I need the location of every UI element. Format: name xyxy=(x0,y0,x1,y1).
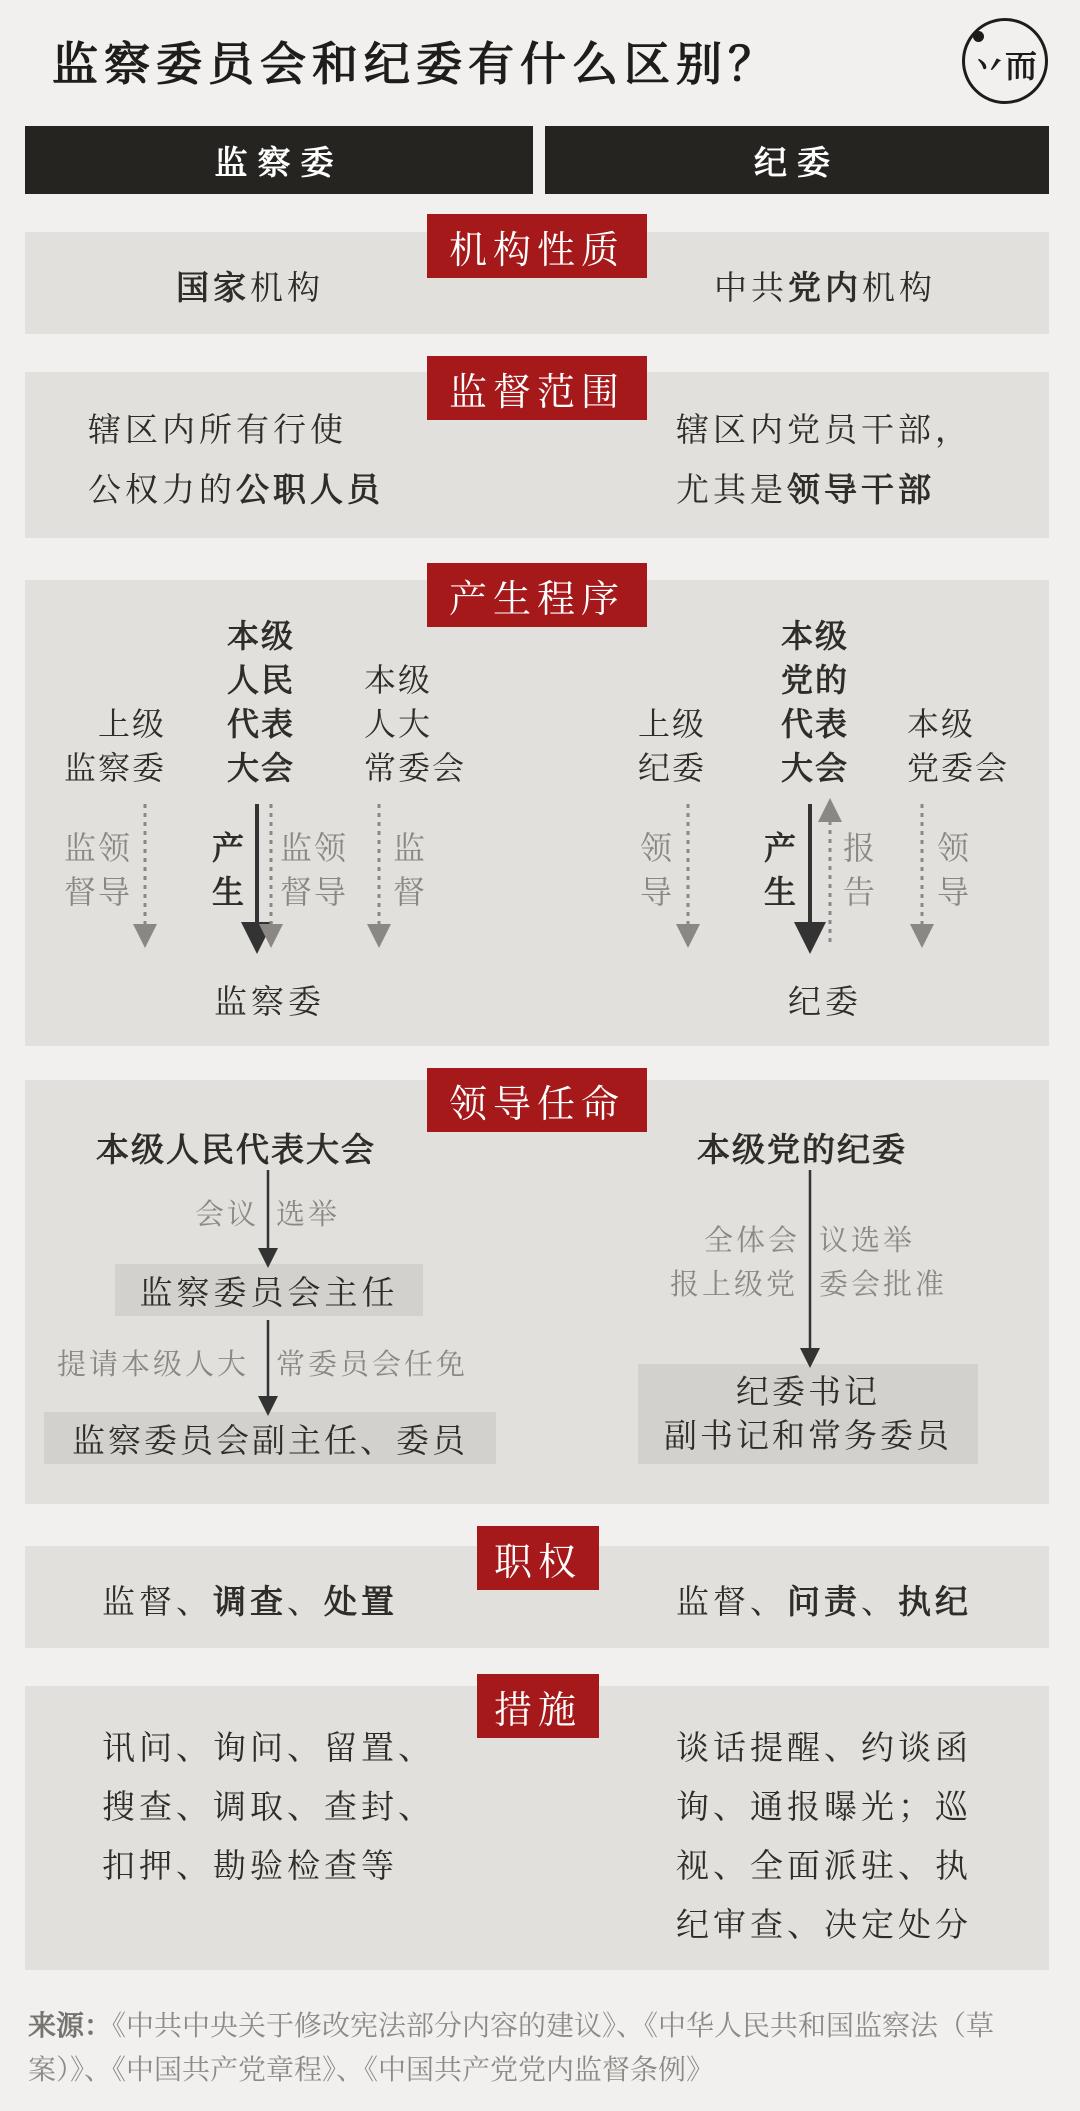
proc-right-result: 纪委 xyxy=(788,982,862,1021)
appoint-right-top: 本级党的纪委 xyxy=(697,1130,907,1169)
measures-left xyxy=(102,1718,435,1895)
powers-right-3: 执纪 xyxy=(898,1582,972,1621)
page-title: 监察委员会和纪委有什么区别？ xyxy=(52,37,780,91)
proc-left-npc-3: 常委会 xyxy=(364,749,467,787)
powers-left-sep1: 、 xyxy=(176,1582,213,1621)
appoint-left-propose-2: 常委员会任免 xyxy=(276,1347,469,1381)
proc-left-upper-1: 上级 xyxy=(97,705,166,743)
proc-right-congress-4: 大会 xyxy=(781,749,850,787)
tag-appoint: 领导任命 xyxy=(427,1068,647,1132)
nature-right-bold: 党内 xyxy=(788,268,862,307)
appoint-arrows xyxy=(0,1100,1080,1480)
proc-right-congress-2: 党的 xyxy=(781,661,850,699)
appoint-left-elect-1: 会议 xyxy=(195,1197,260,1231)
measures-right-3: 视、全面派驻、执 xyxy=(676,1846,972,1885)
proc-right-upper-1: 上级 xyxy=(638,705,707,743)
appoint-left-mid-box: 监察委员会主任 xyxy=(115,1264,423,1316)
powers-right-sep1: 、 xyxy=(750,1582,787,1621)
proc-left-congress-1: 本级 xyxy=(227,617,296,655)
scope-left-bold: 公职人员 xyxy=(236,470,384,509)
proc-left-congress-2: 人民 xyxy=(227,661,296,699)
proc-right-produce-1: 产 xyxy=(764,829,799,867)
proc-right-report-1: 报 xyxy=(843,829,878,867)
powers-right xyxy=(676,1576,972,1623)
proc-left-b2: 督导 xyxy=(280,873,349,911)
powers-left-sep2: 、 xyxy=(287,1582,324,1621)
measures-left-1: 讯问、询问、留置、 xyxy=(102,1728,435,1767)
proc-right-produce-2: 生 xyxy=(764,873,799,911)
source-note xyxy=(28,2004,1058,2092)
scope-right-pre: 尤其是 xyxy=(676,470,787,509)
proc-left-c1: 监 xyxy=(393,829,428,867)
appoint-left-propose-1: 提请本级人大 xyxy=(57,1347,250,1381)
appoint-left-bottom-box: 监察委员会副主任、委员 xyxy=(44,1412,496,1464)
proc-left-npc-2: 人大 xyxy=(364,705,433,743)
proc-right-a1: 领 xyxy=(640,829,675,867)
measures-left-3: 扣押、勘验检查等 xyxy=(102,1846,398,1885)
powers-left-1: 监督 xyxy=(102,1582,176,1621)
appoint-left-top: 本级人民代表大会 xyxy=(96,1130,376,1169)
appoint-right-bottom-2: 副书记和常务委员 xyxy=(664,1416,952,1455)
appoint-right-bottom-1: 纪委书记 xyxy=(736,1372,880,1411)
measures-right-4: 纪审查、决定处分 xyxy=(676,1905,972,1944)
proc-left-produce-2: 生 xyxy=(212,873,247,911)
measures-right xyxy=(676,1718,972,1954)
proc-right-pc-2: 党委会 xyxy=(907,749,1010,787)
proc-left-c2: 督 xyxy=(393,873,428,911)
tag-powers: 职权 xyxy=(477,1526,599,1590)
proc-right-c1: 领 xyxy=(937,829,972,867)
scope-right-bold: 领导干部 xyxy=(787,470,935,509)
proc-right-c2: 导 xyxy=(937,873,972,911)
scope-left-line1: 辖区内所有行使 xyxy=(88,410,347,449)
powers-left-3: 处置 xyxy=(324,1582,398,1621)
nature-right-rest: 机构 xyxy=(862,268,936,307)
source-label: 来源： xyxy=(28,2009,113,2042)
proc-right-pc-1: 本级 xyxy=(907,705,976,743)
appoint-right-r1a: 全体会 xyxy=(704,1223,801,1257)
scope-right-line1: 辖区内党员干部， xyxy=(676,410,972,449)
nature-left-bold: 国家 xyxy=(176,268,250,307)
proc-right-congress-1: 本级 xyxy=(781,617,850,655)
proc-left-produce-1: 产 xyxy=(212,829,247,867)
proc-left-congress-4: 大会 xyxy=(227,749,296,787)
proc-right-a2: 导 xyxy=(640,873,675,911)
proc-right-report-2: 告 xyxy=(843,873,878,911)
proc-right-upper-2: 纪委 xyxy=(638,749,707,787)
proc-left-a2: 督导 xyxy=(64,873,133,911)
proc-right-congress-3: 代表 xyxy=(781,705,850,743)
powers-right-1: 监督 xyxy=(676,1582,750,1621)
measures-right-2: 询、通报曝光；巡 xyxy=(676,1787,972,1826)
powers-left-2: 调查 xyxy=(213,1582,287,1621)
measures-left-2: 搜查、调取、查封、 xyxy=(102,1787,435,1826)
proc-left-congress-3: 代表 xyxy=(227,705,296,743)
column-header-discipline: 纪委 xyxy=(545,126,1049,194)
tag-measures: 措施 xyxy=(477,1674,599,1738)
appoint-left-elect-2: 选举 xyxy=(276,1197,341,1231)
nature-left-rest: 机构 xyxy=(250,268,324,307)
column-header-supervision: 监察委 xyxy=(25,126,533,194)
nature-right-pre: 中共 xyxy=(714,268,788,307)
tag-scope: 监督范围 xyxy=(427,356,647,420)
powers-right-2: 问责 xyxy=(787,1582,861,1621)
powers-right-sep2: 、 xyxy=(861,1582,898,1621)
source-text: 《中共中央关于修改宪法部分内容的建议》、《中华人民共和国监察法（草案）》、《中国共产党章程》、《中国共产党党内监督条例》 xyxy=(28,2009,995,2086)
tag-procedure: 产生程序 xyxy=(427,563,647,627)
appoint-right-r2a: 报上级党 xyxy=(670,1267,799,1301)
appoint-right-r1b: 议选举 xyxy=(819,1223,916,1257)
proc-left-npc-1: 本级 xyxy=(364,661,433,699)
proc-left-b1: 监领 xyxy=(280,829,349,867)
appoint-right-r2b: 委会批准 xyxy=(819,1267,948,1301)
scope-left-pre: 公权力的 xyxy=(88,470,236,509)
tag-nature: 机构性质 xyxy=(427,214,647,278)
measures-right-1: 谈话提醒、约谈函 xyxy=(676,1728,972,1767)
proc-left-upper-2: 监察委 xyxy=(63,749,166,787)
logo-text: 丷而 xyxy=(972,47,1037,85)
proc-left-a1: 监领 xyxy=(64,829,133,867)
powers-left xyxy=(102,1576,398,1623)
proc-left-result: 监察委 xyxy=(214,982,325,1021)
